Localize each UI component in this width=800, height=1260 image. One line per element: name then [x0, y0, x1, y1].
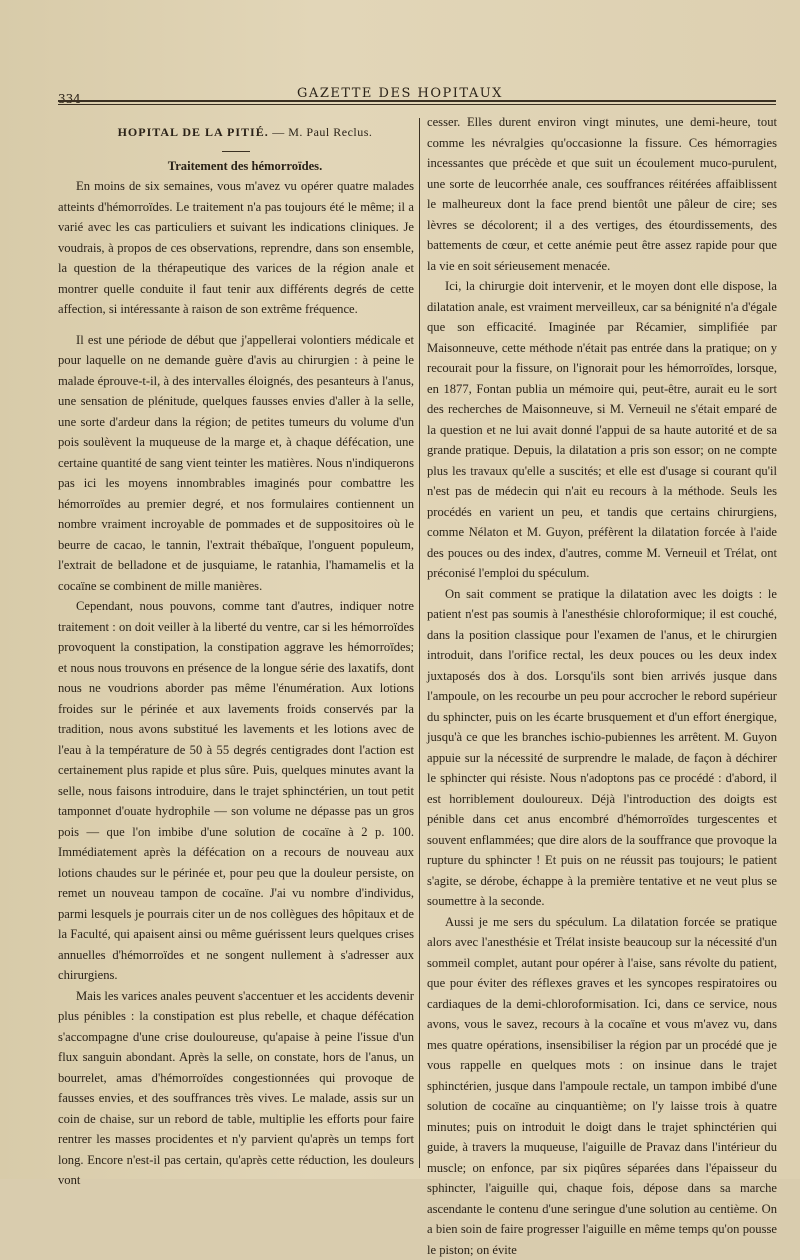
page-number: 334	[58, 92, 81, 106]
paragraph: Ici, la chirurgie doit intervenir, et le moyen dont elle dispose, la dilatation anale, est vraiment merveilleux, car sa bénignité n'a d'égale que son efficacité. Imaginée par Récamier, simplifiée par Maisonneuve, cette méthode n'était pas entrée dans la pratique; on y recourait pour la fissure, on l'ignorait pour les hémorroïdes, lorsque, en 1877, Fontan publia un mémoire qui, peut-être, aurait eu le sort des recherches de Maisonneuve, si M. Verneuil ne s'était emparé de la question et ne lui avait donné l'appui de sa haute autorité et de sa grande pratique. Depuis, la dilatation a pris son essor; on ne compte plus les travaux qu'elle a suscités; et elle est d'usage si courant qu'il n'est pas de médecin qui n'ait eu recours à la méthode. Seuls les procédés en varient un peu, et tandis que certains chirurgiens, comme Nélaton et M. Guyon, préfèrent la dilatation forcée à l'aide des pouces ou des index, d'autres, comme M. Verneuil et Trélat, ont préconisé l'emploi du spéculum.	[427, 276, 777, 584]
journal-title: GAZETTE DES HOPITAUX	[0, 86, 800, 101]
article-heading	[58, 122, 414, 143]
paragraph: Cependant, nous pouvons, comme tant d'autres, indiquer notre traitement : on doit veiller à la liberté du ventre, car si les hémorroïdes provoquent la constipation, la constipation aggrave les hémorroïdes; et nous nous trouvons en présence de la longue série des laxatifs, dont nous ne voudrions aborder pas même l'énumération. Aux lotions froides sur le périnée et aux lavements froids conservés par la tradition, nous avons substitué les lavements et les lotions avec de l'eau à la température de 50 à 55 degrés centigrades dont l'action est certainement plus rapide et plus sûre. Puis, quelques minutes avant la selle, nous faisons introduire, dans le trajet sphinctérien, un tout petit tamponnet d'ouate hydrophile — son volume ne dépasse pas un gros pois — que l'on imbibe d'une solution de cocaïne à 2 p. 100. Immédiatement après la défécation on a recours de nouveau aux lotions chaudes sur le périnée et, pour peu que la douleur persiste, on remet un nouveau tampon de cocaïne. J'ai vu nombre d'individus, parmi lesquels je pourrais citer un de nos collègues des hôpitaux et de la Faculté, qui apaisent ainsi ou même guérissent leurs quelques crises annuelles d'hémorroïdes et ne songent nullement à s'adresser aux chirurgiens.	[58, 596, 414, 986]
paragraph: Aussi je me sers du spéculum. La dilatation forcée se pratique alors avec l'anesthésie et Trélat insiste beaucoup sur la nécessité d'un sommeil complet, autant pour opérer à l'aise, sans révolte du patient, que pour éviter des réflexes graves et les syncopes respiratoires ou cardiaques de la demi-chloroformisation. Ici, dans ce service, nous avons, vous le savez, recours à la cocaïne et vous m'avez vu, dans mes quatre opérations, insensibiliser la région par un procédé que je vous rappelle en quelques mots : on insinue dans le trajet sphinctérien, jusque dans l'ampoule rectale, un tampon imbibé d'une solution de cocaïne au cinquantième; on l'y laisse trois à quatre minutes; puis on introduit le doigt dans le trajet sphinctérien qui guide, à travers la muqueuse, l'aiguille de Pravaz dans l'intérieur du muscle; on enfonce, par six piqûres séparées dans l'épaisseur du sphincter, l'aiguille qui, chaque fois, dépose dans sa marche ascendante le contenu d'une seringue d'une solution au centième. On a bien soin de faire progresser l'aiguille en même temps qu'on pousse le piston; on évite	[427, 912, 777, 1260]
author-name: — M. Paul Reclus.	[272, 125, 372, 139]
paragraph: On sait comment se pratique la dilatation avec les doigts : le patient n'est pas soumis à l'anesthésie chloroformique; il est couché, dans la position classique pour l'examen de l'anus, et le chirurgien introduit, dans l'orifice rectal, les deux pouces ou les deux index juxtaposés dos à dos. Lorsqu'ils sont bien arrivés jusque dans l'ampoule, on les recourbe un peu pour accrocher le rebord supérieur du sphincter, puis on les écarte brusquement et d'un effort énergique, jusqu'à ce que les branches ischio-pubiennes les arrêtent. M. Guyon appuie sur la nécessité de surprendre le malade, de façon à déchirer le sphincter qui résiste. Nous n'adoptons pas ce procédé : d'abord, il est horriblement douloureux. Déjà l'introduction des doigts est pénible dans cet anus encombré d'hémorroïdes turgescentes et souvent enflammées; que dire alors de la souffrance que provoque la rupture du sphincter ! Et puis on ne réussit pas toujours; le patient s'agite, se dérobe, échappe à la première tentative et ne veut plus se soumettre à la seconde.	[427, 584, 777, 912]
left-column	[58, 122, 414, 1191]
heading-divider	[222, 151, 250, 152]
header-rule-thin	[58, 104, 776, 105]
header-rule-thick	[58, 100, 776, 102]
paragraph: Il est une période de début que j'appellerai volontiers médicale et pour laquelle on ne demande guère d'avis au chirurgien : à peine le malade éprouve-t-il, à des intervalles éloignés, des pesanteurs à l'anus, une sensation de plénitude, quelques fausses envies d'aller à la selle, une sorte d'ardeur dans la région; de petites tumeurs du volume d'un pois soulèvent la muqueuse de la marge et, à chaque défécation, une certaine quantité de sang vient teinter les matières. Nous n'indiquerons pas ici les moyens innombrables imaginés pour combattre les hémorroïdes au premier degré, et nos formulaires contiennent un nombre vraiment incroyable de pommades et de suppositoires où le beurre de cacao, le tannin, l'extrait thébaïque, l'onguent populeum, l'extrait de belladone et de jusquiame, le ratanhia, l'hamamelis et la cocaïne se combinent de mille manières.	[58, 330, 414, 597]
column-divider	[419, 118, 420, 1168]
paragraph: cesser. Elles durent environ vingt minutes, une demi-heure, tout comme les névralgies qu'occasionne la fissure. Ces hémorragies incessantes que précède et que suit un écoulement muco-purulent, une sorte de leucorrhée anale, ces souffrances réitérées affaiblissent le malheureux dont la face prend bientôt une pâleur de cire; ses lèvres se décolorent; il a des vertiges, des étourdissements, des battements de cœur, et cette anémie peut être assez rapide pour que la vie en soit sérieusement menacée.	[427, 112, 777, 276]
paragraph: En moins de six semaines, vous m'avez vu opérer quatre malades atteints d'hémorroïdes. Le traitement n'a pas toujours été le même; il a varié avec les cas particuliers et suivant les indications cliniques. Je voudrais, à propos de ces observations, reprendre, dans son ensemble, la question de la thérapeutique des varices de la région anale et montrer quelle conduite il faut tenir aux différents degrés de cette affection, si intéressante à raison de son extrême fréquence.	[58, 176, 414, 320]
right-column	[427, 112, 777, 1260]
paragraph: Mais les varices anales peuvent s'accentuer et les accidents devenir plus pénibles : la constipation est plus rebelle, et chaque défécation s'accompagne d'une crise douloureuse, qu'apaise à peine l'issue d'un flux sanguin abondant. Après la selle, on constate, hors de l'anus, un bourrelet, amas d'hémorroïdes congestionnées qui provoque de fausses envies, et des souffrances très vives. Le malade, assis sur un coin de chaise, sur un rebord de table, multiplie les efforts pour faire rentrer les masses procidentes et n'y parvient qu'après un temps fort long. Encore n'est-il pas certain, qu'après cette réduction, les douleurs vont	[58, 986, 414, 1191]
hospital-name: HOPITAL DE LA PITIÉ.	[118, 125, 269, 139]
article-subtitle: Traitement des hémorroïdes.	[58, 156, 414, 177]
